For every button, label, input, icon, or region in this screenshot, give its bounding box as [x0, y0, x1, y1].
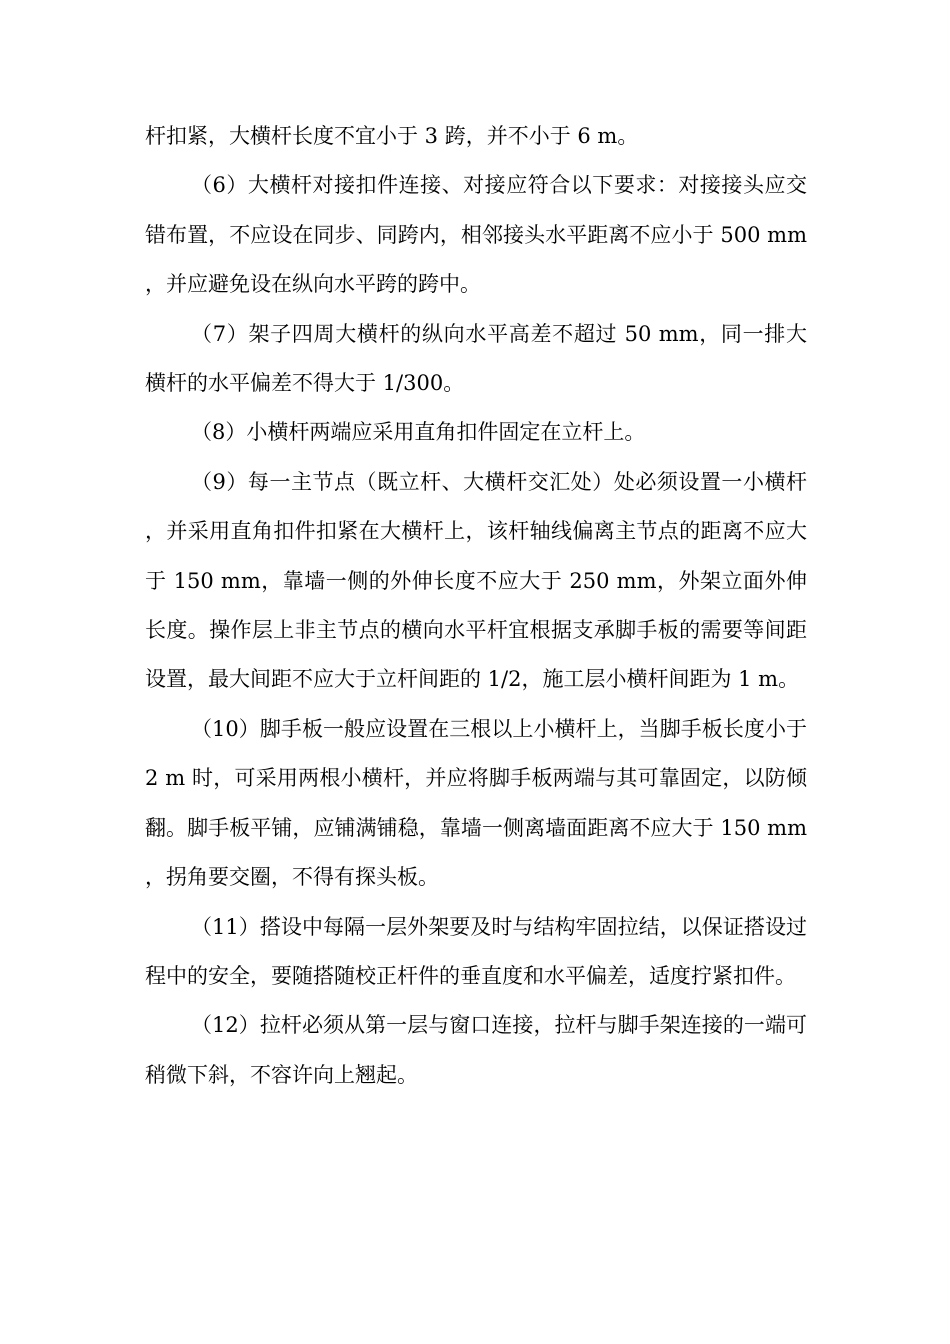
paragraph-item-11: （11）搭设中每隔一层外架要及时与结构牢固拉结，以保证搭设过程中的安全，要随搭随校正杆件的垂直度和水平偏差，适度拧紧扣件。: [145, 914, 807, 988]
paragraph-item-9: （9）每一主节点（既立杆、大横杆交汇处）处必须设置一小横杆，并采用直角扣件扣紧在大横杆上，该杆轴线偏离主节点的距离不应大于 150 mm，靠墙一侧的外伸长度不应大于 250 mm，外架立面外伸长度。操作层上非主节点的横向水平杆宜根据支承脚手板的需要等间距设置，最大间距不应大于立杆间距的 1/2，施工层小横杆间距为 1 m。: [145, 469, 807, 692]
paragraph-continuation: 杆扣紧，大横杆长度不宜小于 3 跨，并不小于 6 m。: [145, 124, 639, 148]
paragraph-item-10: （10）脚手板一般应设置在三根以上小横杆上，当脚手板长度小于 2 m 时，可采用两根小横杆，并应将脚手板两端与其可靠固定，以防倾翻。脚手板平铺，应铺满铺稳，靠墙一侧离墙面距离不应大于 150 mm，拐角要交圈，不得有探头板。: [145, 716, 807, 890]
paragraph-item-8: （8）小横杆两端应采用直角扣件固定在立杆上。: [191, 420, 646, 445]
paragraph-item-6: （6）大横杆对接扣件连接、对接应符合以下要求：对接接头应交错布置，不应设在同步、同跨内，相邻接头水平距离不应小于 500 mm，并应避免设在纵向水平跨的跨中。: [145, 173, 807, 297]
document-body: [145, 112, 807, 1100]
paragraph-item-7: （7）架子四周大横杆的纵向水平高差不超过 50 mm，同一排大横杆的水平偏差不得大于 1/300。: [145, 321, 807, 396]
paragraph-item-12: （12）拉杆必须从第一层与窗口连接，拉杆与脚手架连接的一端可稍微下斜，不容许向上翘起。: [145, 1013, 807, 1087]
